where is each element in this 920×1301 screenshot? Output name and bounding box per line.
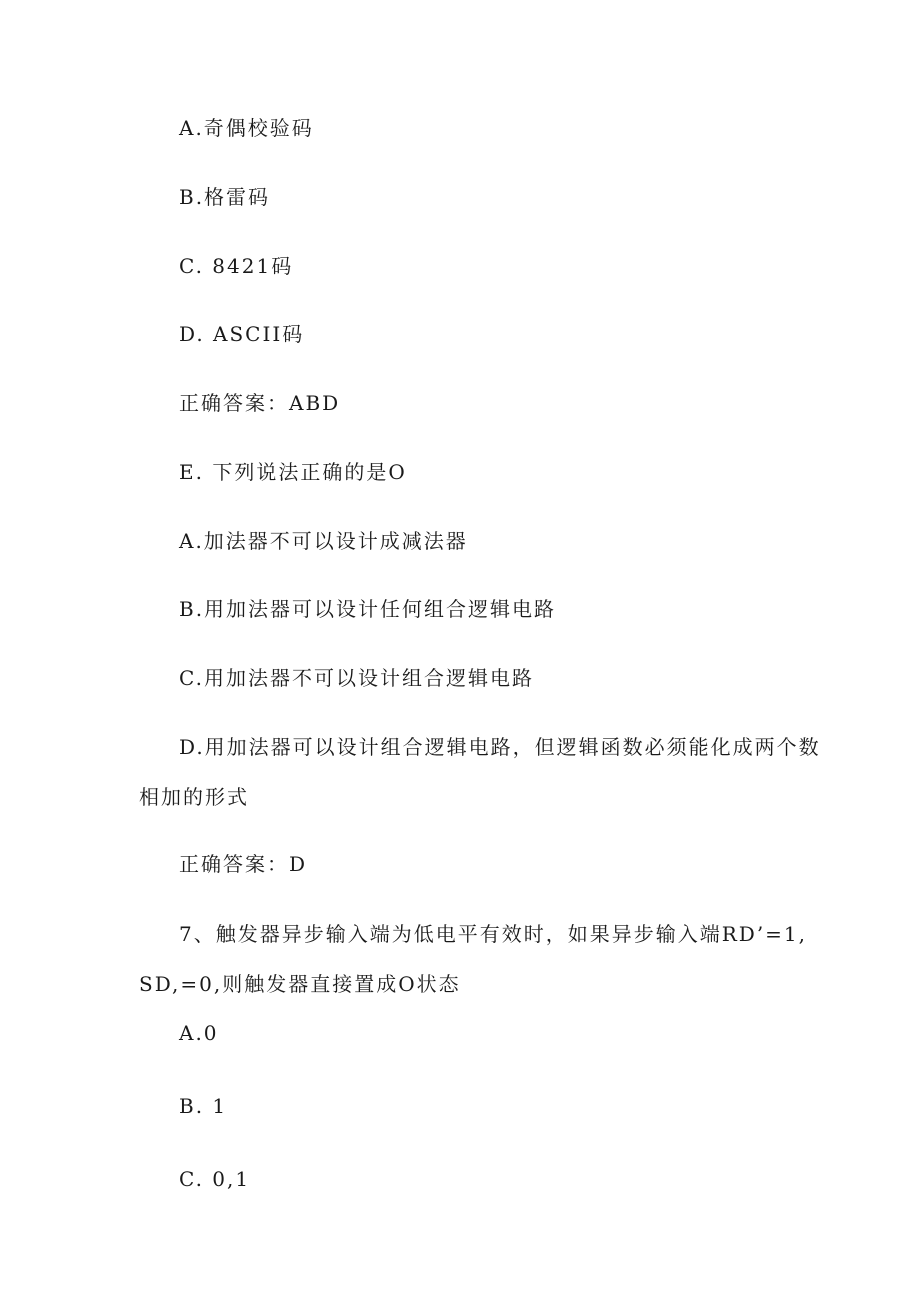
option-c: C. 8421码 (179, 254, 294, 278)
option-a: A.奇偶校验码 (179, 116, 314, 140)
correct-answer: 正确答案：D (179, 852, 308, 876)
question-text-continuation: SD,=0,则触发器直接置成O状态 (139, 972, 461, 996)
question-text: E. 下列说法正确的是O (179, 460, 407, 484)
option-c: C. 0,1 (179, 1167, 251, 1191)
option-d: D.用加法器可以设计组合逻辑电路，但逻辑函数必须能化成两个数 (179, 735, 821, 759)
question-text: 7、触发器异步输入端为低电平有效时，如果异步输入端RD’=1, (179, 922, 808, 946)
option-d-continuation: 相加的形式 (139, 785, 249, 809)
option-d: D. ASCII码 (179, 322, 305, 346)
option-a: A.0 (179, 1021, 219, 1045)
option-b: B.用加法器可以设计任何组合逻辑电路 (179, 597, 557, 621)
correct-answer: 正确答案：ABD (179, 391, 341, 415)
option-b: B.格雷码 (179, 185, 271, 209)
option-c: C.用加法器不可以设计组合逻辑电路 (179, 666, 534, 690)
option-b: B. 1 (179, 1094, 228, 1118)
option-a: A.加法器不可以设计成减法器 (179, 529, 468, 553)
